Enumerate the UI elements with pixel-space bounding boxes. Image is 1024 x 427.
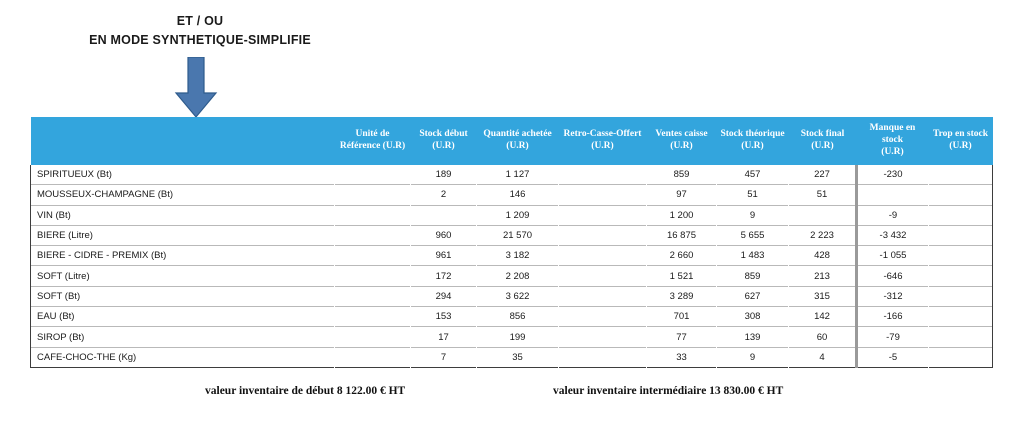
cell-stock-final: 2 223 xyxy=(789,225,857,245)
cell-stock-debut: 153 xyxy=(411,307,477,327)
cell-stock-theorique: 9 xyxy=(717,347,789,367)
cell-stock-final: 428 xyxy=(789,246,857,266)
col-header-stock-debut xyxy=(411,117,477,165)
col-header-line-2: (U.R) xyxy=(670,141,693,151)
cell-trop-en-stock xyxy=(929,286,993,306)
cell-unite xyxy=(335,205,411,225)
col-header-line-1: Unité de xyxy=(355,129,390,140)
cell-trop-en-stock xyxy=(929,327,993,347)
cell-manque-en-stock: -646 xyxy=(857,266,929,286)
col-header-line-2: (U.R) xyxy=(881,146,904,157)
col-header-line-2: (U.R) xyxy=(949,141,972,151)
cell-manque-en-stock: -3 432 xyxy=(857,225,929,245)
table-header-row xyxy=(31,117,993,165)
cell-ventes-caisse: 16 875 xyxy=(647,225,717,245)
col-header-line-1: Stock théorique xyxy=(720,129,785,140)
cell-manque-en-stock: -5 xyxy=(857,347,929,367)
cell-ventes-caisse: 1 200 xyxy=(647,205,717,225)
cell-ventes-caisse: 97 xyxy=(647,185,717,205)
cell-unite xyxy=(335,327,411,347)
cell-manque-en-stock: -79 xyxy=(857,327,929,347)
cell-quantite-achetee: 199 xyxy=(477,327,559,347)
cell-stock-final: 213 xyxy=(789,266,857,286)
cell-label: SIROP (Bt) xyxy=(31,327,335,347)
cell-label: BIERE - CIDRE - PREMIX (Bt) xyxy=(31,246,335,266)
cell-stock-final: 315 xyxy=(789,286,857,306)
cell-ventes-caisse: 859 xyxy=(647,165,717,185)
inventory-table-container xyxy=(30,117,992,368)
col-header-unite-reference xyxy=(335,117,411,165)
cell-stock-debut: 961 xyxy=(411,246,477,266)
cell-retro-casse-offert xyxy=(559,185,647,205)
cell-quantite-achetee: 35 xyxy=(477,347,559,367)
cell-retro-casse-offert xyxy=(559,327,647,347)
cell-manque-en-stock: -1 055 xyxy=(857,246,929,266)
cell-label: VIN (Bt) xyxy=(31,205,335,225)
cell-retro-casse-offert xyxy=(559,246,647,266)
col-header-manque-en-stock xyxy=(857,117,929,165)
table-row xyxy=(31,266,993,286)
col-header-line-1: Ventes caisse xyxy=(655,129,708,140)
cell-quantite-achetee: 1 127 xyxy=(477,165,559,185)
cell-ventes-caisse: 1 521 xyxy=(647,266,717,286)
cell-unite xyxy=(335,185,411,205)
col-header-line-1: Manque en stock xyxy=(869,123,916,146)
cell-unite xyxy=(335,246,411,266)
table-row xyxy=(31,307,993,327)
page-title xyxy=(0,12,400,51)
cell-label: SPIRITUEUX (Bt) xyxy=(31,165,335,185)
cell-manque-en-stock: -230 xyxy=(857,165,929,185)
cell-stock-theorique: 859 xyxy=(717,266,789,286)
caption-valeur-inventaire-debut: valeur inventaire de début 8 122.00 € HT xyxy=(205,385,406,397)
cell-trop-en-stock xyxy=(929,225,993,245)
cell-quantite-achetee: 146 xyxy=(477,185,559,205)
cell-retro-casse-offert xyxy=(559,286,647,306)
cell-stock-debut: 189 xyxy=(411,165,477,185)
cell-stock-theorique: 139 xyxy=(717,327,789,347)
cell-trop-en-stock xyxy=(929,185,993,205)
cell-unite xyxy=(335,266,411,286)
cell-stock-debut xyxy=(411,205,477,225)
cell-stock-final: 142 xyxy=(789,307,857,327)
table-row xyxy=(31,225,993,245)
col-header-line-1: Trop en stock xyxy=(932,129,989,140)
cell-quantite-achetee: 2 208 xyxy=(477,266,559,286)
col-header-line-1: Retro-Casse-Offert xyxy=(563,129,642,140)
cell-ventes-caisse: 77 xyxy=(647,327,717,347)
cell-stock-final: 51 xyxy=(789,185,857,205)
cell-ventes-caisse: 3 289 xyxy=(647,286,717,306)
cell-manque-en-stock: -312 xyxy=(857,286,929,306)
cell-stock-theorique: 308 xyxy=(717,307,789,327)
cell-label: BIERE (Litre) xyxy=(31,225,335,245)
table-row xyxy=(31,165,993,185)
table-row xyxy=(31,327,993,347)
table-row xyxy=(31,205,993,225)
cell-retro-casse-offert xyxy=(559,266,647,286)
cell-trop-en-stock xyxy=(929,205,993,225)
col-header-stock-final xyxy=(789,117,857,165)
cell-stock-theorique: 9 xyxy=(717,205,789,225)
col-header-line-2: (U.R) xyxy=(506,141,529,151)
down-arrow-icon xyxy=(172,57,220,119)
cell-label: SOFT (Bt) xyxy=(31,286,335,306)
inventory-table xyxy=(30,117,993,368)
cell-unite xyxy=(335,347,411,367)
cell-stock-theorique: 1 483 xyxy=(717,246,789,266)
cell-stock-final: 227 xyxy=(789,165,857,185)
table-row xyxy=(31,185,993,205)
cell-stock-debut: 172 xyxy=(411,266,477,286)
cell-stock-debut: 294 xyxy=(411,286,477,306)
cell-retro-casse-offert xyxy=(559,307,647,327)
cell-trop-en-stock xyxy=(929,165,993,185)
col-header-line-1: Stock début xyxy=(419,129,468,140)
footer-captions xyxy=(0,385,1024,409)
col-header-line-2: Référence (U.R) xyxy=(339,141,406,151)
cell-trop-en-stock xyxy=(929,347,993,367)
table-body xyxy=(31,165,993,367)
cell-retro-casse-offert xyxy=(559,205,647,225)
cell-retro-casse-offert xyxy=(559,225,647,245)
cell-trop-en-stock xyxy=(929,246,993,266)
cell-ventes-caisse: 701 xyxy=(647,307,717,327)
cell-quantite-achetee: 21 570 xyxy=(477,225,559,245)
col-header-ventes-caisse xyxy=(647,117,717,165)
col-header-line-1: Stock final xyxy=(800,129,845,140)
table-row xyxy=(31,246,993,266)
cell-ventes-caisse: 2 660 xyxy=(647,246,717,266)
cell-ventes-caisse: 33 xyxy=(647,347,717,367)
table-row xyxy=(31,286,993,306)
cell-quantite-achetee: 1 209 xyxy=(477,205,559,225)
col-header-label xyxy=(31,117,335,165)
col-header-line-2: (U.R) xyxy=(811,141,834,151)
cell-stock-theorique: 51 xyxy=(717,185,789,205)
cell-stock-theorique: 5 655 xyxy=(717,225,789,245)
cell-trop-en-stock xyxy=(929,266,993,286)
cell-stock-final: 60 xyxy=(789,327,857,347)
cell-label: CAFE-CHOC-THE (Kg) xyxy=(31,347,335,367)
cell-stock-debut: 7 xyxy=(411,347,477,367)
page-title-line2: EN MODE SYNTHETIQUE-SIMPLIFIE xyxy=(89,33,311,48)
table-row xyxy=(31,347,993,367)
cell-unite xyxy=(335,165,411,185)
cell-unite xyxy=(335,225,411,245)
cell-trop-en-stock xyxy=(929,307,993,327)
cell-stock-final xyxy=(789,205,857,225)
col-header-line-2: (U.R) xyxy=(432,141,455,151)
col-header-line-2: (U.R) xyxy=(591,141,614,151)
cell-manque-en-stock: -9 xyxy=(857,205,929,225)
cell-manque-en-stock xyxy=(857,185,929,205)
cell-stock-final: 4 xyxy=(789,347,857,367)
cell-quantite-achetee: 3 182 xyxy=(477,246,559,266)
cell-label: EAU (Bt) xyxy=(31,307,335,327)
cell-stock-theorique: 627 xyxy=(717,286,789,306)
cell-label: SOFT (Litre) xyxy=(31,266,335,286)
cell-stock-debut: 17 xyxy=(411,327,477,347)
cell-unite xyxy=(335,307,411,327)
col-header-retro-casse-offert xyxy=(559,117,647,165)
col-header-stock-theorique xyxy=(717,117,789,165)
cell-retro-casse-offert xyxy=(559,347,647,367)
cell-stock-debut: 960 xyxy=(411,225,477,245)
cell-quantite-achetee: 856 xyxy=(477,307,559,327)
caption-valeur-inventaire-intermediaire: valeur inventaire intermédiaire 13 830.00 € HT xyxy=(553,385,784,397)
cell-stock-theorique: 457 xyxy=(717,165,789,185)
cell-quantite-achetee: 3 622 xyxy=(477,286,559,306)
col-header-quantite-achetee xyxy=(477,117,559,165)
cell-retro-casse-offert xyxy=(559,165,647,185)
col-header-line-2: (U.R) xyxy=(741,141,764,151)
cell-stock-debut: 2 xyxy=(411,185,477,205)
col-header-line-1: Quantité achetée xyxy=(483,129,552,140)
cell-label: MOUSSEUX-CHAMPAGNE (Bt) xyxy=(31,185,335,205)
cell-unite xyxy=(335,286,411,306)
page-title-line1: ET / OU xyxy=(176,14,224,28)
col-header-trop-en-stock xyxy=(929,117,993,165)
cell-manque-en-stock: -166 xyxy=(857,307,929,327)
